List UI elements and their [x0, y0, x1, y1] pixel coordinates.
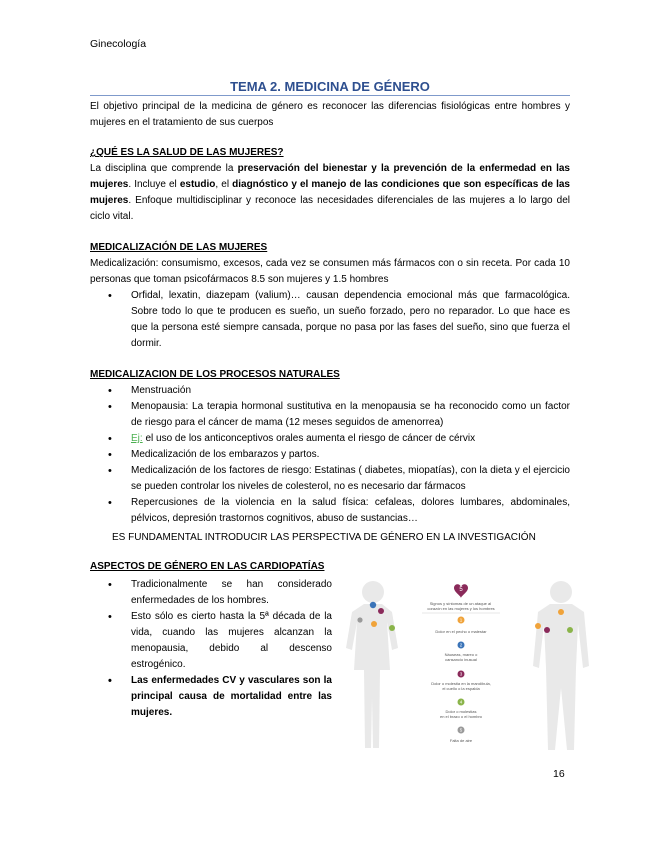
man-silhouette [533, 581, 589, 750]
text-run: , el [215, 179, 233, 190]
list-item: • Medicalización de los factores de riesgo: Estatinas ( diabetes, miopatías), con la dieta y el ejercicio se pueden controlar los niveles de colesterol, no es necesario dar fármacos [131, 463, 570, 495]
heart-attack-symptoms-figure [340, 578, 600, 753]
list-item: • Menstruación [131, 383, 570, 399]
medicalizacion-paragraph: Medicalización: consumismo, excesos, cada vez se consumen más fármacos con o sin receta. Por cada 10 personas que toman psicofármacos 8.5 son mujeres y 1.5 hombres [90, 258, 570, 285]
page-number: 16 [553, 768, 565, 780]
symptom-2-number: 2 [459, 642, 463, 648]
symptom-3-label-line: el cuello o la espalda [442, 686, 480, 691]
symptom-4-label-line: en el brazo o el hombro [439, 714, 483, 719]
running-header: Ginecología [90, 38, 147, 50]
bold-run: estudio [179, 179, 216, 190]
list-item: • Tradicionalmente se han considerado enfermedades de los hombres. [131, 577, 332, 609]
figure-caption [427, 601, 494, 611]
list-item: • Orfidal, lexatin, diazepam (valium)… causan dependencia emocional más que farmacológica. Sobre todo lo que te producen es sueño, un sueño forzado, pero no reparador. Lo que hace es que la persona esté siempre cansada, porque no pasa por las fases del sueño, sino que fuerza el dormir. [131, 288, 570, 352]
symptom-1-label: Dolor en el pecho o malestar [435, 629, 487, 634]
symptom-2-label-line: Náuseas, mareo o [444, 652, 478, 657]
symptom-1-number: 1 [459, 617, 463, 623]
list-item [131, 431, 570, 447]
cardiopatias-list [131, 577, 332, 721]
symptom-5-label: Falta de aire [449, 738, 473, 743]
procesos-list [131, 383, 570, 527]
list-item: • Menopausia: La terapia hormonal sustitutiva en la menopausia se ha reconocido como un factor de riesgo para el cáncer de mama (12 meses seguidos de amenorrea) [131, 399, 570, 431]
caption-line: Signos y síntomas de un ataque al [429, 601, 492, 606]
bold-run: diagnóstico y el manejo de las condiciones que son específicas de las mujeres [90, 179, 570, 206]
list-item: • Repercusiones de la violencia en la salud física: cefaleas, dolores lumbares, abdominales, pélvicos, depresión trastornos cognitivos, abuso de sustancias… [131, 495, 570, 527]
section-heading-salud-mujeres: ¿QUÉ ES LA SALUD DE LAS MUJERES? [90, 147, 284, 158]
symptom-4-number: 4 [459, 699, 463, 705]
section-salud-paragraph [90, 161, 570, 225]
list-item: • Esto sólo es cierto hasta la 5ª década de la vida, cuando las mujeres alcanzan la menopausia, debido al descenso estrogénico. [131, 609, 332, 673]
section-heading-medicalizacion: MEDICALIZACIÓN DE LAS MUJERES [90, 242, 268, 253]
symptom-3-number: 3 [459, 671, 463, 677]
caption-line: corazón en las mujeres y los hombres [427, 606, 495, 611]
intro-paragraph: El objetivo principal de la medicina de género es reconocer las diferencias fisiológicas entre hombres y mujeres en el tratamiento de sus cuerpos [90, 101, 570, 128]
research-note: ES FUNDAMENTAL INTRODUCIR LAS PERSPECTIVA DE GÉNERO EN LA INVESTIGACIÓN [112, 532, 536, 543]
section-heading-procesos-naturales: MEDICALIZACION DE LOS PROCESOS NATURALES [90, 369, 340, 380]
text-run: . Incluye el [128, 179, 180, 190]
symptom-2-label-line: cansancio inusual [445, 657, 477, 662]
text-run: . Enfoque multidisciplinar y reconoce las necesidades diferenciales de las mujeres a lo largo del ciclo vital. [90, 195, 570, 222]
symptom-5-number: 5 [459, 727, 463, 733]
symptom-list [431, 617, 491, 744]
section-heading-cardiopatias: ASPECTOS DE GÉNERO EN LAS CARDIOPATÍAS [90, 561, 325, 572]
heart-number: 5 [459, 587, 463, 593]
bold-run: preservación del bienestar y la prevención de la enfermedad en las mujeres [90, 163, 570, 190]
symptom-3-label-line: Dolor o molestia en la mandíbula, [431, 681, 491, 686]
text-run: La disciplina que comprende la [90, 163, 238, 174]
list-item: • Las enfermedades CV y vasculares son la principal causa de mortalidad entre las mujeres. [131, 673, 332, 721]
page-title: TEMA 2. MEDICINA DE GÉNERO [230, 79, 430, 94]
symptom-4-label-line: Dolor o molestias [445, 709, 477, 714]
text-run: el uso de los anticonceptivos orales aumenta el riesgo de cáncer de cérvix [142, 433, 476, 444]
example-label: Ej: [131, 433, 143, 444]
list-item: • Medicalización de los embarazos y partos. [131, 447, 570, 463]
title-underline [90, 95, 570, 96]
medicalizacion-list [131, 288, 570, 352]
